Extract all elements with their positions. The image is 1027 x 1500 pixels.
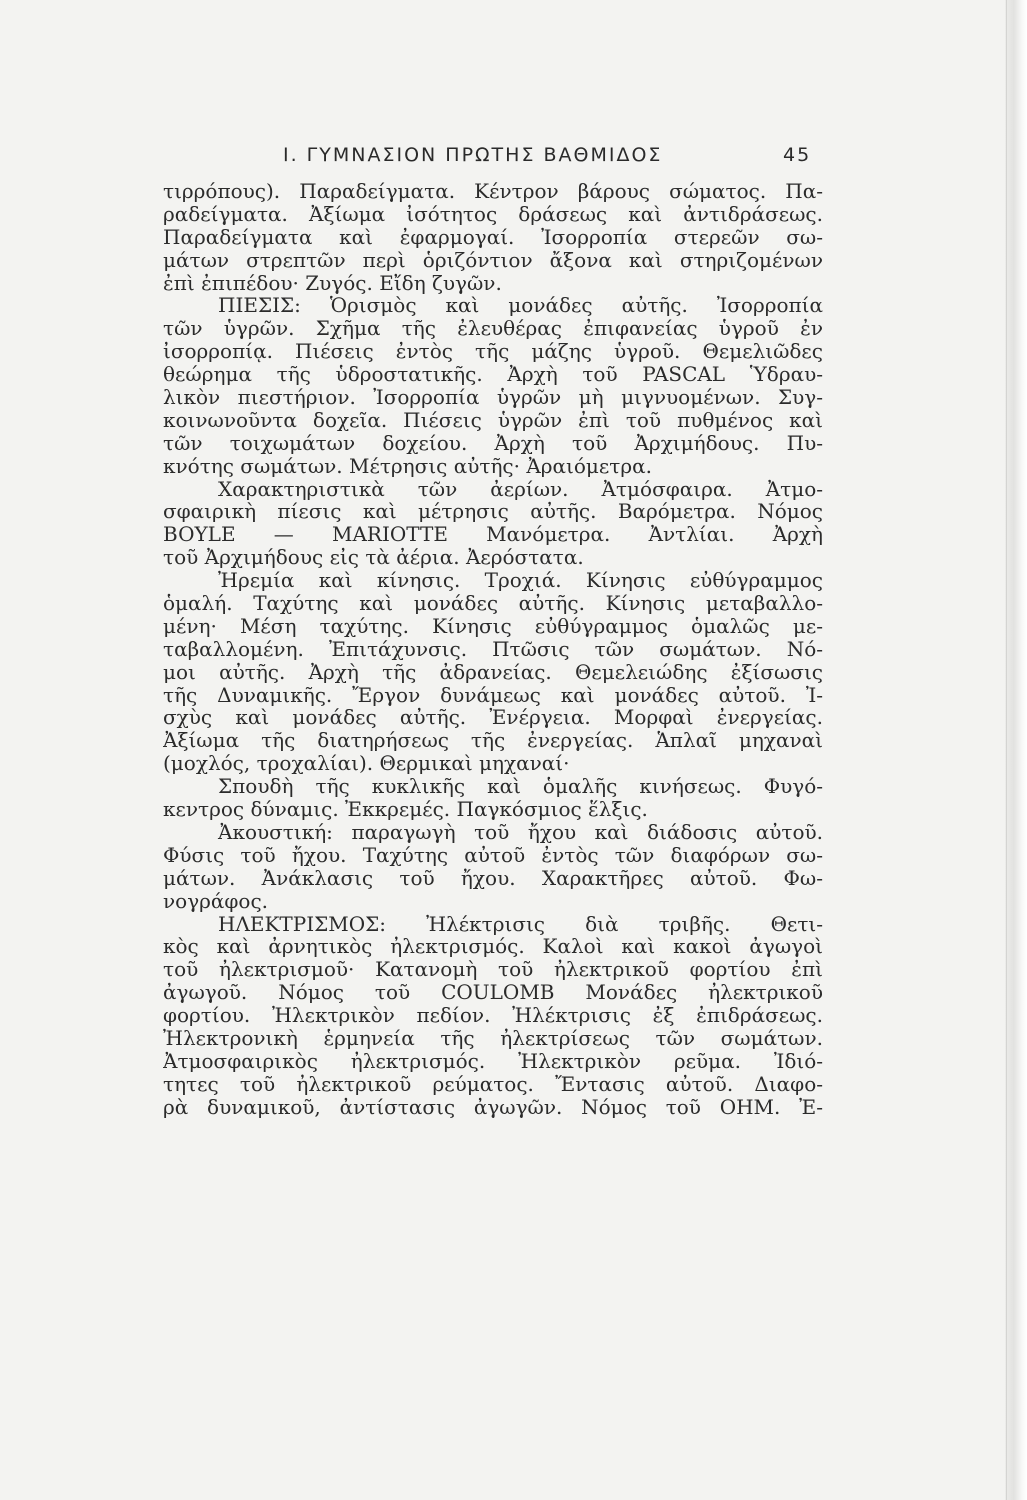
text-line: μένη· Μέση ταχύτης. Κίνησις εὐθύγραμμος ὁμαλῶς με- (163, 614, 823, 638)
text-line: ταβαλλομένη. Ἐπιτάχυνσις. Πτῶσις τῶν σωμάτων. Νό- (163, 637, 823, 661)
text-line: τιρρόπους). Παραδείγματα. Κέντρον βάρους σώματος. Πα- (163, 180, 823, 203)
body-text (163, 180, 823, 1119)
text-line: Ἀκουστική: παραγωγὴ τοῦ ἤχου καὶ διάδοσις αὐτοῦ. (218, 820, 823, 844)
text-line: λικὸν πιεστήριον. Ἰσορροπία ὑγρῶν μὴ μιγνυομένων. Συγ- (163, 386, 823, 409)
text-line: τοῦ Ἀρχιμήδους εἰς τὰ ἀέρια. Ἀερόστατα. (163, 546, 584, 570)
running-header (283, 144, 843, 174)
text-line: ραδείγματα. Ἀξίωμα ἰσότητος δράσεως καὶ ἀντιδράσεως. (163, 202, 823, 226)
text-line: σφαιρικὴ πίεσις καὶ μέτρησις αὐτῆς. Βαρόμετρα. Νόμος (163, 500, 823, 524)
text-line: τῶν τοιχωμάτων δοχείου. Ἀρχὴ τοῦ Ἀρχιμήδους. Πυ- (163, 431, 823, 455)
text-line: νογράφος. (163, 889, 269, 913)
text-line: BOYLE — MARIOTTE Μανόμετρα. Ἀντλίαι. Ἀρχὴ (163, 523, 823, 547)
text-line: κνότης σωμάτων. Μέτρησις αὐτῆς· Ἀραιόμετρα. (163, 454, 652, 478)
page-edge-line (1006, 0, 1007, 1500)
text-line: Ἀξίωμα τῆς διατηρήσεως τῆς ἐνεργείας. Ἁπλαῖ μηχαναὶ (163, 729, 823, 753)
text-line: (μοχλός, τροχαλίαι). Θερμικαὶ μηχαναί· (163, 752, 570, 776)
text-line: σχὺς καὶ μονάδες αὐτῆς. Ἐνέργεια. Μορφαὶ ἐνεργείας. (163, 706, 823, 730)
text-line: κοινωνοῦντα δοχεῖα. Πιέσεις ὑγρῶν ἐπὶ τοῦ πυθμένος καὶ (163, 408, 823, 432)
text-line: Σπουδὴ τῆς κυκλικῆς καὶ ὁμαλῆς κινήσεως. Φυγό- (218, 775, 823, 799)
text-line: ἐπὶ ἐπιπέδου· Ζυγός. Εἴδη ζυγῶν. (163, 271, 502, 295)
text-line: ὁμαλή. Ταχύτης καὶ μονάδες αὐτῆς. Κίνησις μεταβαλλο- (163, 592, 823, 615)
text-line: Φύσις τοῦ ἤχου. Ταχύτης αὐτοῦ ἐντὸς τῶν διαφόρων σω- (163, 843, 823, 867)
text-line: τητες τοῦ ἠλεκτρικοῦ ρεύματος. Ἔντασις αὐτοῦ. Διαφο- (163, 1072, 823, 1096)
text-line: μοι αὐτῆς. Ἀρχὴ τῆς ἀδρανείας. Θεμελειώδης ἐξίσωσις (163, 660, 823, 684)
text-line: τῶν ὑγρῶν. Σχῆμα τῆς ἐλευθέρας ἐπιφανείας ὑγροῦ ἐν (163, 317, 823, 341)
text-line: Ἠρεμία καὶ κίνησις. Τροχιά. Κίνησις εὐθύγραμμος (218, 569, 823, 593)
text-line: Ἠλεκτρονικὴ ἑρμηνεία τῆς ἠλεκτρίσεως τῶν σωμάτων. (163, 1026, 823, 1050)
text-line: ΗΛΕΚΤΡΙΣΜΟΣ: Ἠλέκτρισις διὰ τριβῆς. Θετι- (218, 912, 823, 936)
text-line: ἀγωγοῦ. Νόμος τοῦ COULOMB Μονάδες ἠλεκτρικοῦ (163, 981, 823, 1005)
page-edge-shadow (1005, 0, 1027, 1500)
page-number: 45 (783, 144, 812, 166)
text-line: ΠΙΕΣΙΣ: Ὁρισμὸς καὶ μονάδες αὐτῆς. Ἰσορροπία (218, 294, 823, 318)
text-line: Παραδείγματα καὶ ἐφαρμογαί. Ἰσορροπία στερεῶν σω- (163, 225, 823, 249)
text-line: κεντρος δύναμις. Ἐκκρεμές. Παγκόσμιος ἕλξις. (163, 798, 648, 821)
text-line: Χαρακτηριστικὰ τῶν ἀερίων. Ἀτμόσφαιρα. Ἀτμο- (218, 477, 823, 501)
text-line: Ἀτμοσφαιρικὸς ἠλεκτρισμός. Ἠλεκτρικὸν ρεῦμα. Ἰδιό- (163, 1049, 823, 1073)
text-line: κὸς καὶ ἀρνητικὸς ἠλεκτρισμός. Καλοὶ καὶ κακοὶ ἀγωγοὶ (163, 935, 823, 959)
text-line: φορτίου. Ἠλεκτρικὸν πεδίον. Ἠλέκτρισις ἐξ ἐπιδράσεως. (163, 1004, 823, 1027)
text-line: ρὰ δυναμικοῦ, ἀντίστασις ἀγωγῶν. Νόμος τοῦ ΟΗΜ. Ἐ- (163, 1095, 823, 1119)
text-line: τῆς Δυναμικῆς. Ἔργον δυνάμεως καὶ μονάδες αὐτοῦ. Ἰ- (163, 683, 823, 707)
text-line: ἰσορροπίᾳ. Πιέσεις ἐντὸς τῆς μάζης ὑγροῦ. Θεμελιῶδες (163, 340, 823, 364)
text-line: θεώρημα τῆς ὑδροστατικῆς. Ἀρχὴ τοῦ PASCAL Ὑδραυ- (163, 363, 823, 387)
text-line: μάτων. Ἀνάκλασις τοῦ ἤχου. Χαρακτῆρες αὐτοῦ. Φω- (163, 866, 823, 890)
text-line: τοῦ ἠλεκτρισμοῦ· Κατανομὴ τοῦ ἠλεκτρικοῦ φορτίου ἐπὶ (163, 958, 823, 982)
header-title: Ι. ΓΥΜΝΑΣΙΟΝ ΠΡΩΤΗΣ ΒΑΘΜΙΔΟΣ (283, 144, 663, 166)
text-line: μάτων στρεπτῶν περὶ ὁριζόντιον ἄξονα καὶ στηριζομένων (163, 248, 823, 272)
